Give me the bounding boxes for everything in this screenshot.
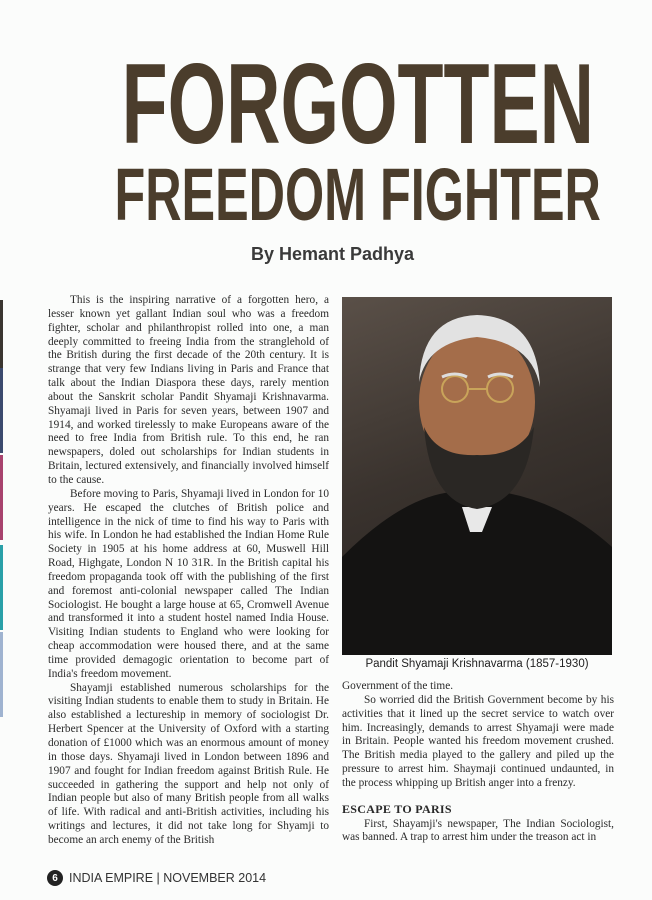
edge-color-strip: [0, 300, 3, 368]
paragraph: Before moving to Paris, Shyamaji lived in London for 10 years. He escaped the clutches of British police and intelligence in the nick of time to find his way to Paris with his wife. In London he had established the Indian Home Rule Society in 1905 at his home address at 60, Muswell Hill Road, Highgate, London N 10 31R. In the British capital his freedom propaganda took off with the publishing of the first and foremost anti-colonial newspaper called The Indian Sociologist. He bought a large house at 65, Cromwell Avenue and transformed it into a student hostel named India House. Visiting Indian students to England who were looking for cheap accommodation were housed there, and at the same time provided demagogic orientation to become part of India's freedom movement.: [48, 487, 329, 680]
byline: By Hemant Padhya: [250, 244, 415, 264]
headline-text: FREEDOM FIGHTER: [114, 153, 601, 236]
edge-color-strip: [0, 455, 3, 540]
edge-color-strip: [0, 545, 3, 630]
portrait-illustration: [342, 297, 612, 655]
headline-line-1: [0, 41, 652, 168]
paragraph: So worried did the British Government become by his activities that it lined up the secret service to watch over him. Increasingly, demands to arrest Shyamaji were made in Britain. People wanted his freedom movement crushed. The British media played to the gallery and piled up the pressure to arrest him. Shaymaji continued undaunted, in the process whipping up British anger into a frenzy.: [342, 693, 614, 789]
publication-info: INDIA EMPIRE | NOVEMBER 2014: [69, 871, 267, 885]
page-number: 6: [47, 870, 63, 886]
headline-line-2: [0, 153, 652, 236]
photo-caption: Pandit Shyamaji Krishnavarma (1857-1930): [365, 658, 589, 670]
section-heading: ESCAPE TO PARIS: [342, 801, 452, 816]
right-column: [342, 680, 614, 845]
paragraph: First, Shayamji's newspaper, The Indian Sociologist, was banned. A trap to arrest him under the treason act in: [342, 817, 614, 844]
page-footer: [47, 870, 266, 886]
portrait-photo: [342, 297, 612, 655]
paragraph: Shayamji established numerous scholarships for the visiting Indian students to enable them to study in Britain. He also established a lectureship in memory of sociologist Dr. Herbert Spencer at the University of Oxford with a starting donation of £1000 which was an enormous amount of money in those days. Shyamaji lived in London between 1896 and 1907 and fought for Indian freedom against British Rule. He succeeded in gathering the support and help not only of Indian people but also of many British people from all walks of life. With radical and anti-British activities, including his writings and lectures, it did not take long for Shyamji to become an arch enemy of the British: [48, 681, 329, 846]
headline-text: FORGOTTEN: [121, 41, 594, 168]
left-column: [48, 294, 329, 848]
paragraph: Government of the time.: [342, 680, 454, 692]
edge-color-strip: [0, 632, 3, 717]
paragraph: This is the inspiring narrative of a forgotten hero, a lesser known yet gallant Indian soul who was a freedom fighter, scholar and philanthropist rolled into one, a man deeply committed to freeing India from the stranglehold of the British during the first decade of the 20th century. It is strange that very few Indians living in Paris and France that talk about the Indian Diaspora these days, rarely mention about the Sanskrit scholar Pandit Shyamaji Krishnavarma. Shyamaji lived in Paris for seven years, between 1907 and 1914, and worked tirelessly to make Europeans aware of the need to free India from British rule. To this end, he ran newspapers, doled out scholarships for Indian students in Britain, lectured extensively, and financially involved himself to the cause.: [48, 294, 329, 486]
edge-color-strip: [0, 368, 3, 453]
